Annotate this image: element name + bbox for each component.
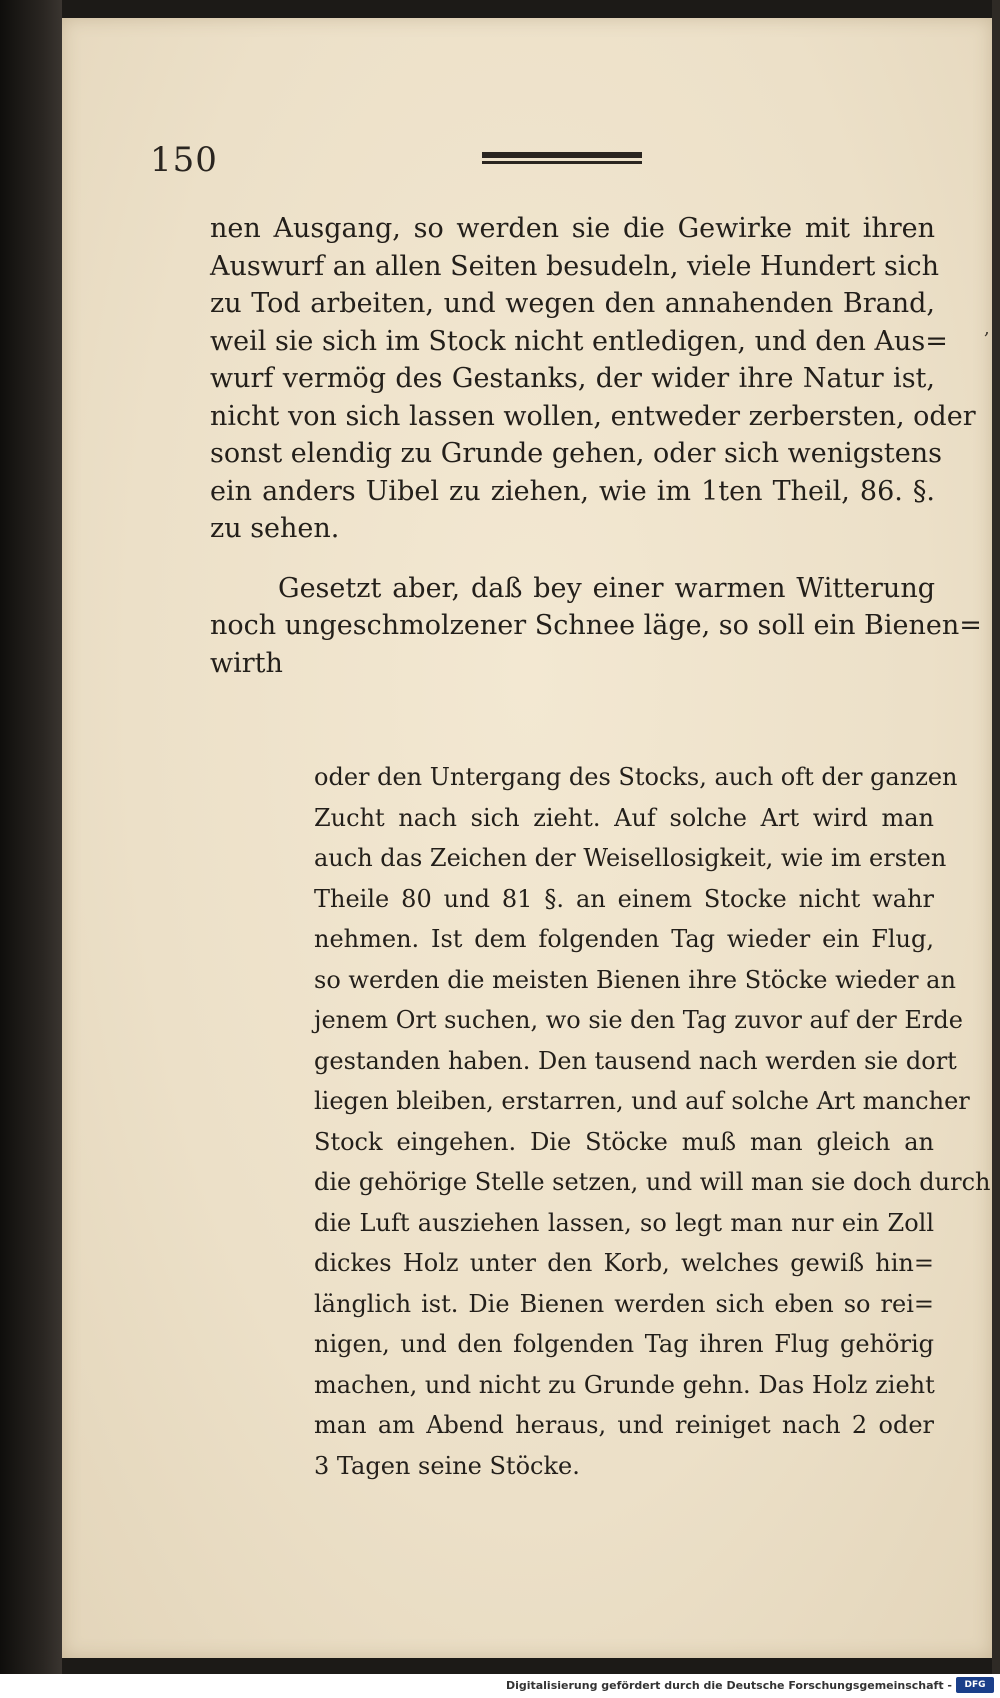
paragraph-1 xyxy=(210,210,976,548)
footnote-line: jenem Ort suchen, wo sie den Tag zuvor auf der Erde xyxy=(314,1006,963,1034)
text-line: nicht von sich lassen wollen, entweder zerbersten, oder xyxy=(210,400,976,432)
footnote-line: gestanden haben. Den tausend nach werden sie dort xyxy=(314,1046,957,1075)
footnote-line: länglich ist. Die Bienen werden sich eben so rei= xyxy=(314,1289,934,1318)
footnote-line: oder den Untergang des Stocks, auch oft der ganzen xyxy=(314,763,958,791)
footnote-line: so werden die meisten Bienen ihre Stöcke wieder an xyxy=(314,965,956,994)
paragraph-2 xyxy=(210,570,982,683)
text-line: zu sehen. xyxy=(210,513,340,544)
text-line: ein anders Uibel zu ziehen, wie im 1ten Theil, 86. §. xyxy=(210,475,935,507)
footnote-line: nigen, und den folgenden Tag ihren Flug gehörig xyxy=(314,1330,934,1358)
funding-credit: Digitalisierung gefördert durch die Deutsche Forschungsgemeinschaft - xyxy=(505,1679,952,1692)
header-rule xyxy=(482,150,642,168)
footnote-line: Stock eingehen. Die Stöcke muß man gleich an xyxy=(314,1127,934,1156)
page-number: 150 xyxy=(150,140,218,180)
footnote-line: dickes Holz unter den Korb, welches gewiß hin= xyxy=(314,1249,934,1277)
footnote-line: Zucht nach sich zieht. Auf solche Art wird man xyxy=(314,803,934,832)
text-line: wurf vermög des Gestanks, der wider ihre Natur ist, xyxy=(210,363,935,394)
header-rule-thin xyxy=(482,161,642,164)
footnote-line: liegen bleiben, erstarren, und auf solche Art mancher xyxy=(314,1087,970,1115)
text-line: nen Ausgang, so werden sie die Gewirke mit ihren xyxy=(210,213,935,244)
footnote-line: 3 Tagen seine Stöcke. xyxy=(314,1451,580,1480)
footnote-line: die gehörige Stelle setzen, und will man sie doch durch xyxy=(314,1168,991,1196)
text-line: Gesetzt aber, daß bey einer warmen Witterung xyxy=(278,572,935,604)
header-rule-thick xyxy=(482,152,642,158)
dfg-logo: DFG xyxy=(956,1677,994,1693)
catchword: wirth xyxy=(210,647,283,679)
scan-right-edge xyxy=(992,0,1000,1698)
text-line: zu Tod arbeiten, und wegen den annahenden Brand, xyxy=(210,288,935,319)
text-line: weil sie sich im Stock nicht entledigen, und den Aus= xyxy=(210,325,948,357)
footnote-line: Theile 80 und 81 §. an einem Stocke nicht wahr xyxy=(314,884,934,913)
text-line: sonst elendig zu Grunde gehen, oder sich wenigstens xyxy=(210,438,942,469)
footnote-block xyxy=(314,757,991,1486)
text-line: noch ungeschmolzener Schnee läge, so soll ein Bienen= xyxy=(210,610,982,641)
footnote-line: man am Abend heraus, und reiniget nach 2 oder xyxy=(314,1411,934,1439)
footnote-line: die Luft ausziehen lassen, so legt man nur ein Zoll xyxy=(314,1208,934,1237)
footnote-line: nehmen. Ist dem folgenden Tag wieder ein Flug, xyxy=(314,925,934,953)
main-text xyxy=(210,210,982,682)
scan-left-band xyxy=(0,0,62,1698)
margin-mark: , xyxy=(984,318,990,339)
footnote-line: machen, und nicht zu Grunde gehn. Das Holz zieht xyxy=(314,1370,935,1399)
footnote-line: auch das Zeichen der Weisellosigkeit, wie im ersten xyxy=(314,844,947,872)
text-line: Auswurf an allen Seiten besudeln, viele Hundert sich xyxy=(210,250,939,282)
